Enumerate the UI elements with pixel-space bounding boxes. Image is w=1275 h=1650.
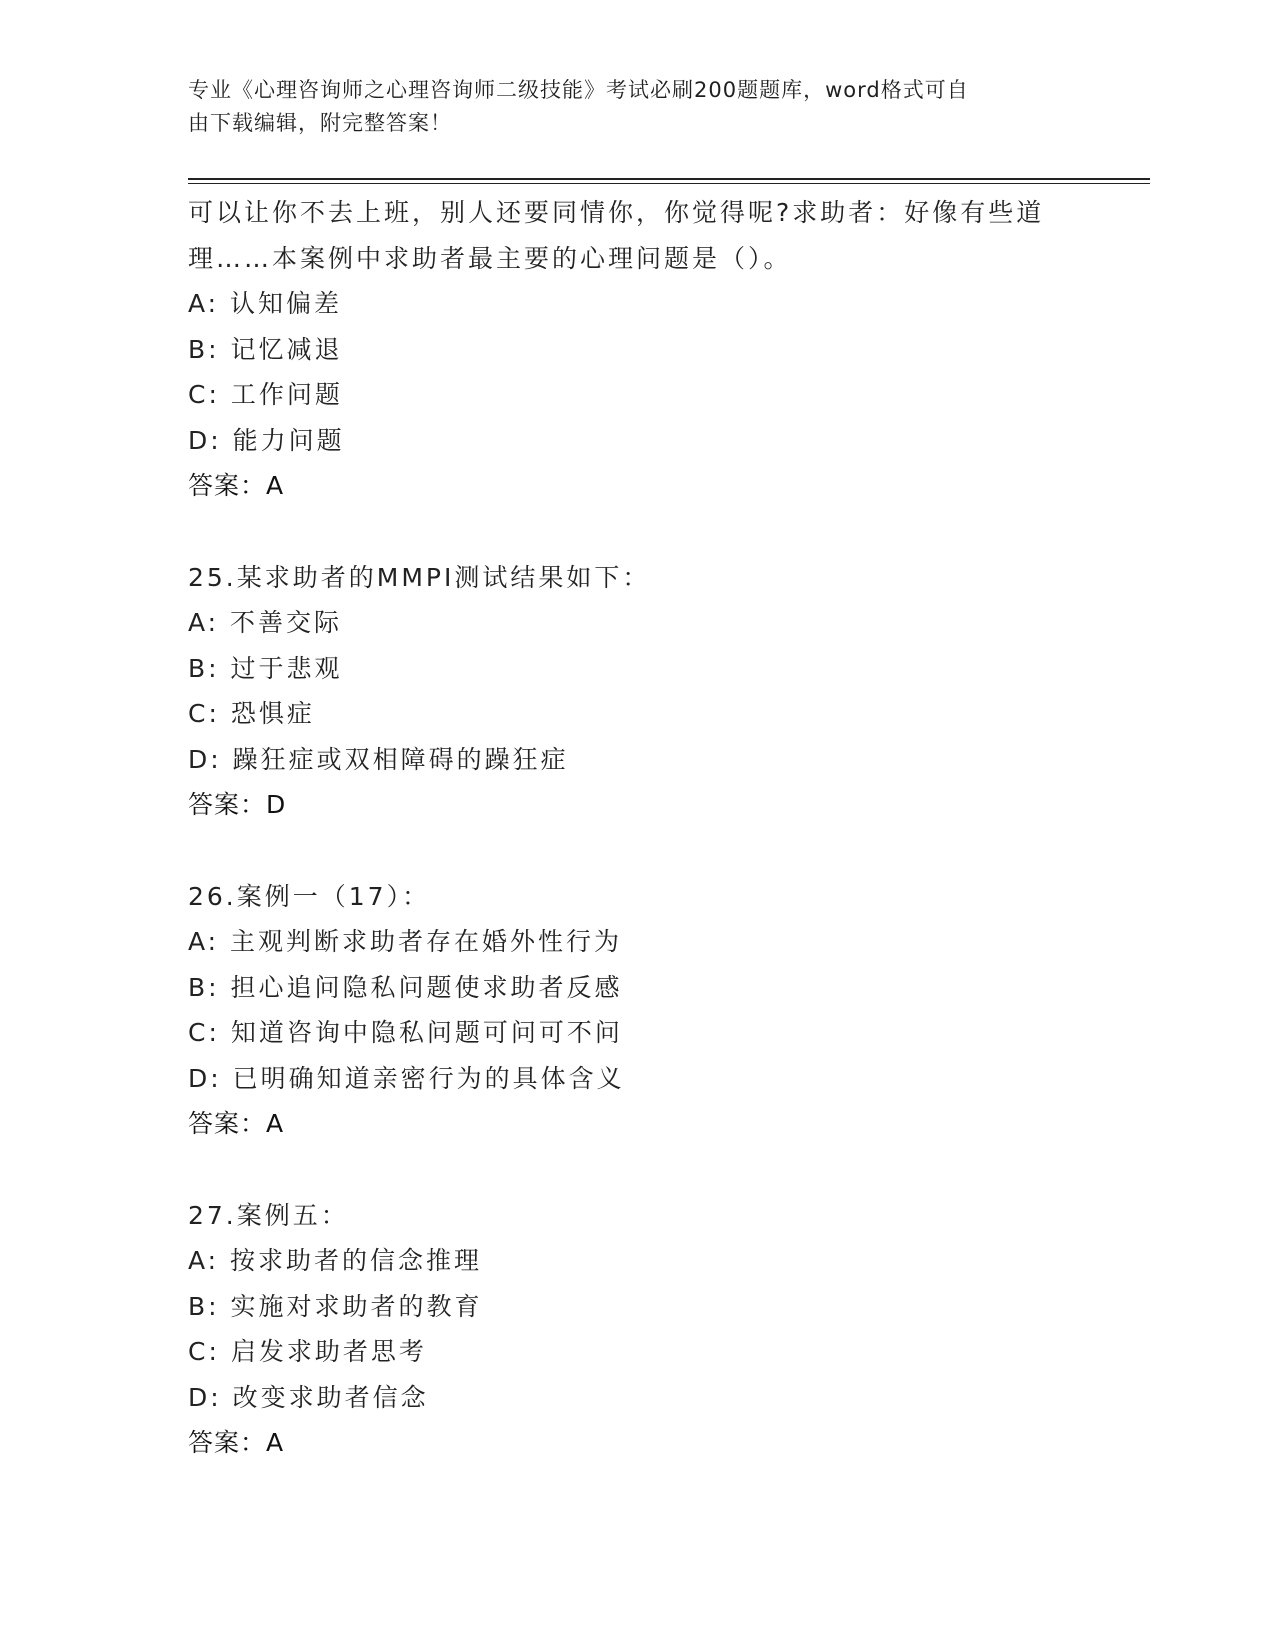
option-b: B: 记忆减退 — [188, 334, 343, 364]
option-c: C: 工作问题 — [188, 380, 343, 409]
question-text: 26.案例一（17）： — [188, 881, 431, 911]
spacer — [188, 509, 1108, 555]
question-24 — [188, 190, 1108, 509]
header-line-1: 专业《心理咨询师之心理咨询师二级技能》考试必刷200题题库，word格式可自 — [188, 78, 969, 102]
question-27 — [188, 1193, 1108, 1466]
option-a: A: 认知偏差 — [188, 289, 343, 318]
option-a: A: 按求助者的信念推理 — [188, 1246, 483, 1275]
spacer — [188, 828, 1108, 874]
question-26 — [188, 874, 1108, 1147]
header-rule-thin — [188, 183, 1150, 184]
option-b: B: 实施对求助者的教育 — [188, 1291, 483, 1321]
answer-line: 答案：A — [188, 1109, 285, 1138]
question-text: 27.案例五： — [188, 1200, 349, 1230]
option-d: D: 改变求助者信念 — [188, 1382, 429, 1412]
option-c: C: 知道咨询中隐私问题可问可不问 — [188, 1018, 623, 1047]
answer-line: 答案：A — [188, 1428, 285, 1457]
question-25 — [188, 555, 1108, 828]
option-d: D: 能力问题 — [188, 425, 345, 455]
option-d: D: 躁狂症或双相障碍的躁狂症 — [188, 744, 569, 774]
answer-line: 答案：D — [188, 790, 287, 819]
option-b: B: 担心追问隐私问题使求助者反感 — [188, 972, 623, 1002]
answer-line: 答案：A — [188, 471, 285, 500]
option-c: C: 恐惧症 — [188, 699, 315, 728]
option-a: A: 主观判断求助者存在婚外性行为 — [188, 927, 623, 956]
header-rule-thick — [188, 178, 1150, 180]
option-b: B: 过于悲观 — [188, 653, 343, 683]
spacer — [188, 1147, 1108, 1193]
option-d: D: 已明确知道亲密行为的具体含义 — [188, 1063, 625, 1093]
header-line-2: 由下载编辑，附完整答案！ — [188, 111, 452, 135]
question-text: 理……本案例中求助者最主要的心理问题是（）。 — [188, 243, 792, 273]
option-c: C: 启发求助者思考 — [188, 1337, 427, 1366]
option-a: A: 不善交际 — [188, 608, 343, 637]
question-text: 25.某求助者的MMPI测试结果如下： — [188, 562, 651, 592]
question-text: 可以让你不去上班，别人还要同情你，你觉得呢?求助者：好像有些道 — [188, 198, 1045, 227]
document-header — [188, 74, 1068, 140]
question-list — [188, 190, 1108, 1466]
